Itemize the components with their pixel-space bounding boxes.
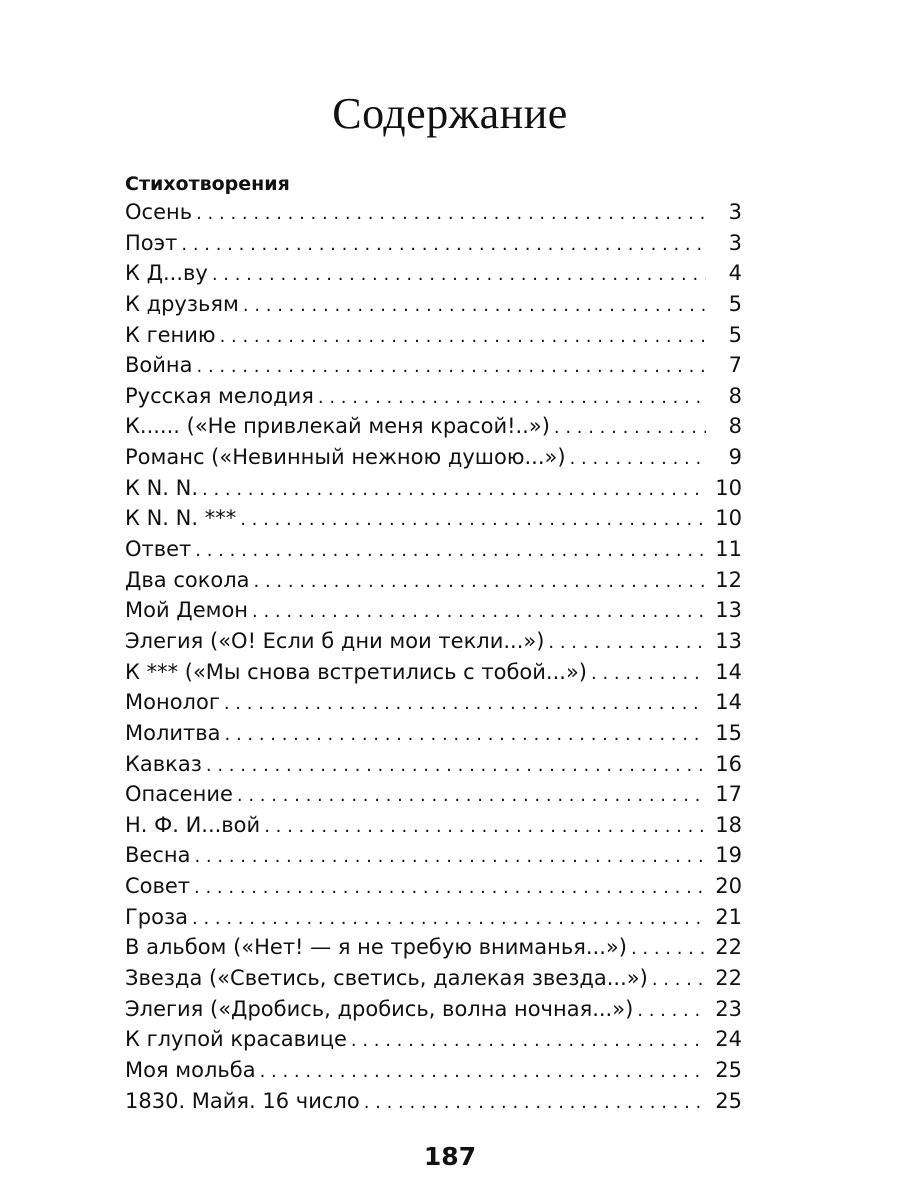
toc-entry: [125, 994, 742, 1025]
toc-entry: [125, 779, 742, 810]
toc-entry-page: 11: [715, 537, 742, 562]
toc-entry-title: Совет: [125, 874, 191, 899]
toc-entry-page: 17: [715, 782, 742, 807]
toc-entry: [125, 626, 742, 657]
toc-entry-title: Кавказ: [125, 751, 202, 776]
toc-entry-title: Молитва: [125, 720, 221, 745]
toc-entry: [125, 902, 742, 933]
toc-entry-page: 5: [728, 322, 742, 347]
section-heading: Стихотворения: [125, 173, 290, 195]
toc-entry-page: 21: [715, 904, 742, 929]
dot-leader: [351, 1026, 705, 1057]
toc-entry-page: 4: [728, 261, 742, 286]
toc-entry: [125, 718, 742, 749]
dot-leader: [206, 751, 705, 782]
dot-leader: [252, 597, 705, 628]
toc-entry: [125, 411, 742, 442]
page-number: 187: [423, 1142, 477, 1171]
toc-entry-page: 9: [728, 445, 742, 470]
toc-entry-title: К...... («Не привлекай меня красой!..»): [125, 414, 550, 439]
toc-entry-title: Война: [125, 353, 193, 378]
dot-leader: [202, 475, 705, 506]
toc-entry-page: 16: [715, 751, 742, 776]
toc-entry-page: 22: [715, 935, 742, 960]
toc-entry-page: 3: [728, 200, 742, 224]
toc-entry: [125, 749, 742, 780]
toc-entry: [125, 350, 742, 381]
toc-entry-title: Весна: [125, 843, 191, 868]
dot-leader: [548, 628, 705, 659]
toc-entry-title: Романс («Невинный нежною душою...»): [125, 445, 566, 470]
toc-entry-page: 3: [728, 230, 742, 255]
toc-entry-title: Моя мольба: [125, 1057, 256, 1082]
toc-entry-page: 8: [728, 414, 742, 439]
dot-leader: [364, 1088, 706, 1119]
toc-entry-title: Поэт: [125, 230, 178, 255]
toc-entry-page: 10: [715, 475, 742, 500]
toc-entry-title: К глупой красавице: [125, 1027, 347, 1052]
dot-leader: [652, 965, 705, 996]
toc-entry-page: 7: [728, 353, 742, 378]
toc-entry: [125, 258, 742, 289]
toc-entry-page: 5: [728, 291, 742, 316]
toc-entry-title: 1830. Майя. 16 число: [125, 1088, 360, 1113]
dot-leader: [243, 291, 706, 322]
dot-leader: [637, 996, 705, 1027]
dot-leader: [192, 904, 705, 935]
toc-entry-page: 13: [715, 628, 742, 653]
dot-leader: [260, 1057, 706, 1088]
toc-entry-page: 13: [715, 598, 742, 623]
dot-leader: [194, 873, 705, 904]
toc-entry: [125, 1024, 742, 1055]
dot-leader: [195, 536, 705, 567]
toc-entry-page: 20: [715, 874, 742, 899]
toc-entry-page: 23: [715, 996, 742, 1021]
dot-leader: [591, 659, 705, 690]
dot-leader: [225, 720, 706, 751]
toc-entry-page: 25: [715, 1088, 742, 1113]
toc-entry: [125, 871, 742, 902]
toc-entry-title: К *** («Мы снова встретились с тобой...»): [125, 659, 587, 684]
toc-entry: [125, 963, 742, 994]
toc-entry-title: В альбом («Нет! — я не требую вниманья...»): [125, 935, 627, 960]
page-title: Содержание: [332, 89, 568, 138]
dot-leader: [570, 444, 706, 475]
toc-entry-page: 12: [715, 567, 742, 592]
toc-entry-title: Н. Ф. И...вой: [125, 812, 261, 837]
dot-leader: [220, 322, 706, 353]
dot-leader: [197, 352, 706, 383]
toc-entry-title: Звезда («Светись, светись, далекая звезда...»): [125, 966, 648, 991]
toc-entry-title: Осень: [125, 200, 193, 224]
toc-entry: [125, 932, 742, 963]
dot-leader: [254, 567, 706, 598]
dot-leader: [554, 413, 706, 444]
toc-entry: [125, 442, 742, 473]
toc-entry-title: Русская мелодия: [125, 383, 314, 408]
toc-entry: [125, 289, 742, 320]
toc-entry-title: К Д...ву: [125, 261, 208, 286]
toc-entry-title: Гроза: [125, 904, 189, 929]
toc-entry: [125, 381, 742, 412]
toc-entry-title: Монолог: [125, 690, 220, 715]
toc-entry: [125, 228, 742, 259]
toc-entry-page: 15: [715, 720, 742, 745]
dot-leader: [194, 842, 705, 873]
table-of-contents: [125, 197, 742, 1116]
toc-entry-page: 24: [715, 1027, 742, 1052]
toc-entry: [125, 840, 742, 871]
toc-entry-title: К N. N. ***: [125, 506, 237, 531]
toc-entry: [125, 503, 742, 534]
toc-entry-title: Ответ: [125, 537, 192, 562]
dot-leader: [224, 689, 705, 720]
toc-entry-page: 8: [728, 383, 742, 408]
toc-entry-title: К гению: [125, 322, 216, 347]
toc-entry-page: 18: [715, 812, 742, 837]
toc-entry: [125, 657, 742, 688]
toc-entry: [125, 534, 742, 565]
dot-leader: [264, 812, 705, 843]
toc-entry-title: К N. N.: [125, 475, 199, 500]
toc-entry-page: 14: [715, 659, 742, 684]
dot-leader: [237, 781, 705, 812]
toc-entry-title: К друзьям: [125, 291, 239, 316]
toc-entry: [125, 565, 742, 596]
dot-leader: [212, 260, 706, 291]
toc-entry: [125, 1086, 742, 1117]
dot-leader: [181, 230, 706, 261]
toc-entry: [125, 1055, 742, 1086]
toc-entry-page: 14: [715, 690, 742, 715]
toc-entry-page: 10: [715, 506, 742, 531]
toc-entry: [125, 687, 742, 718]
toc-entry: [125, 320, 742, 351]
toc-entry: [125, 595, 742, 626]
toc-entry: [125, 810, 742, 841]
dot-leader: [240, 505, 705, 536]
toc-entry-page: 19: [715, 843, 742, 868]
toc-entry-page: 25: [715, 1057, 742, 1082]
dot-leader: [631, 934, 705, 965]
dot-leader: [318, 383, 706, 414]
toc-entry-title: Два сокола: [125, 567, 250, 592]
toc-entry: [125, 197, 742, 228]
toc-entry-title: Элегия («О! Если б дни мои текли...»): [125, 628, 545, 653]
toc-entry-title: Опасение: [125, 782, 233, 807]
toc-entry-page: 22: [715, 966, 742, 991]
toc-entry: [125, 473, 742, 504]
dot-leader: [196, 199, 706, 230]
toc-entry-title: Элегия («Дробись, дробись, волна ночная...»): [125, 996, 634, 1021]
toc-entry-title: Мой Демон: [125, 598, 249, 623]
